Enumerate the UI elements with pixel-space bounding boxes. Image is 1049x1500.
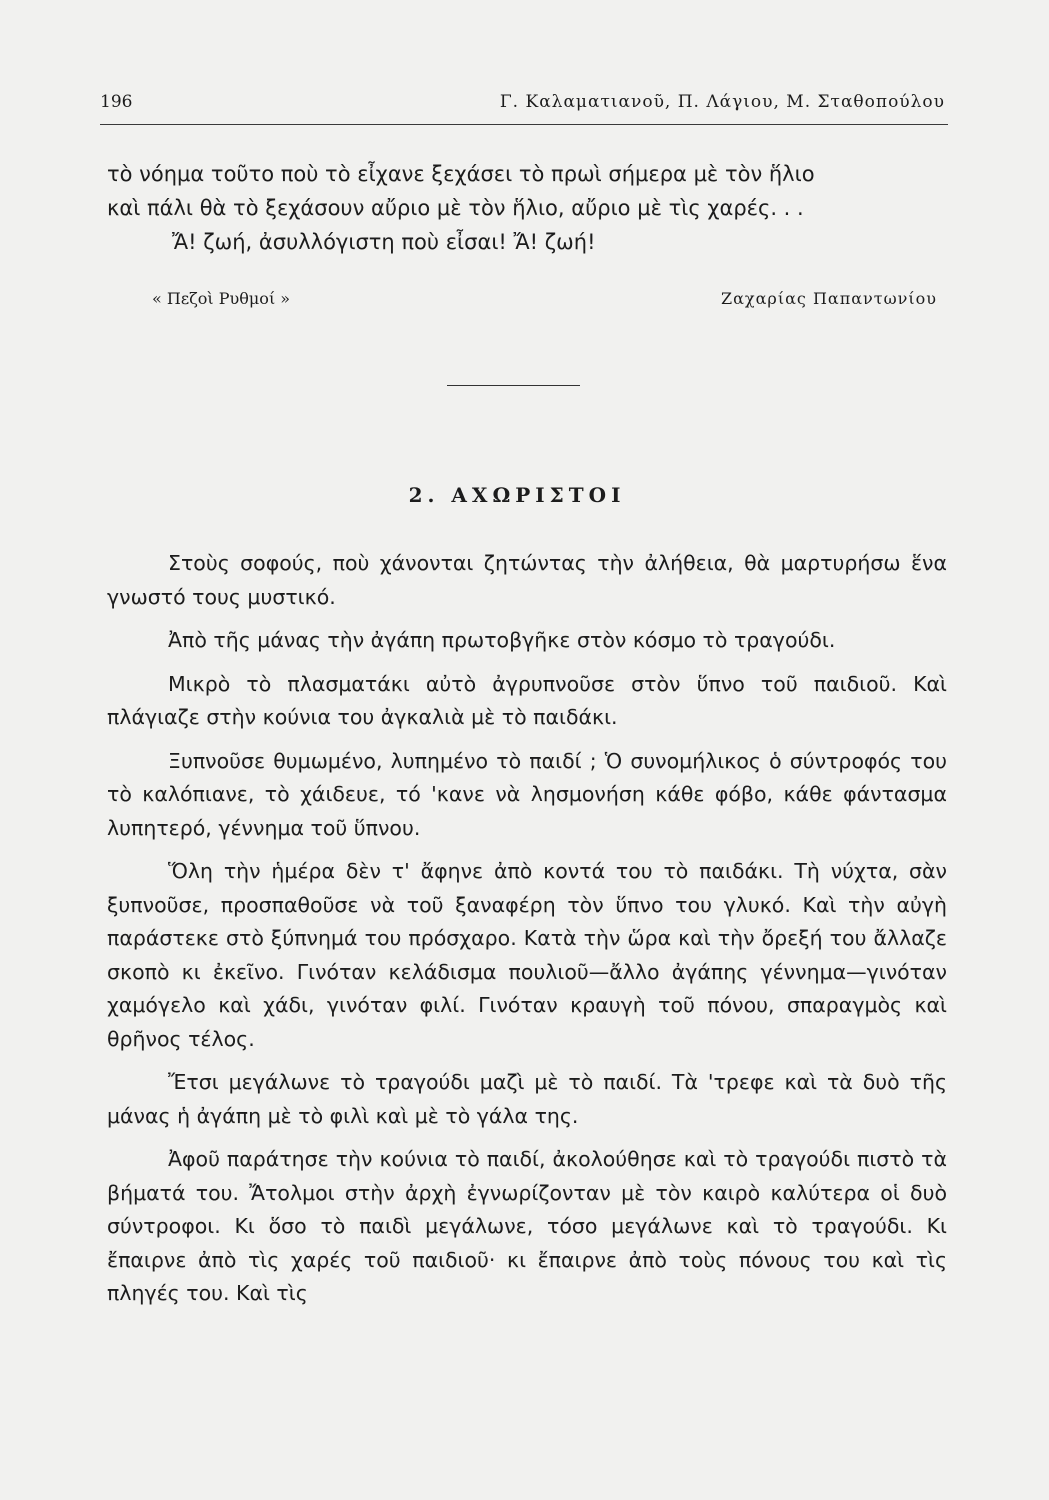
- paragraph: Ξυπνοῦσε θυμωμένο, λυπημένο τὸ παιδί ; Ὁ συνομήλικος ὁ σύντροφός του τὸ καλόπιανε, τὸ χάιδευε, τό 'κανε νὰ λησμονήση κάθε φόβο, κάθε φάντασμα λυπητερό, γέννημα τοῦ ὕπνου.: [107, 748, 947, 840]
- page-number: 196: [100, 92, 133, 112]
- paragraph: Ἀπὸ τῆς μάνας τὴν ἀγάπη πρωτοβγῆκε στὸν κόσμο τὸ τραγούδι.: [168, 628, 836, 652]
- poem-line: τὸ νόημα τοῦτο ποὺ τὸ εἶχανε ξεχάσει τὸ πρωὶ σήμερα μὲ τὸν ἥλιο: [107, 162, 815, 186]
- poem-line: καὶ πάλι θὰ τὸ ξεχάσουν αὔριο μὲ τὸν ἥλιο, αὔριο μὲ τὶς χαρές. . .: [107, 196, 804, 220]
- section-separator: [447, 385, 580, 386]
- poem-ending: [107, 157, 947, 259]
- poem-citation: [107, 281, 947, 321]
- page-header: [100, 88, 945, 122]
- poem-line: Ἄ! ζωή, ἀσυλλόγιστη ποὺ εἶσαι! Ἄ! ζωή!: [172, 230, 596, 254]
- running-head: Γ. Καλαματιανοῦ, Π. Λάγιου, Μ. Σταθοπούλου: [499, 92, 945, 112]
- paragraph: Ἔτσι μεγάλωνε τὸ τραγούδι μαζὶ μὲ τὸ παιδί. Τὰ 'τρεφε καὶ τὰ δυὸ τῆς μάνας ἡ ἀγάπη μὲ τὸ φιλὶ καὶ μὲ τὸ γάλα της.: [107, 1070, 947, 1128]
- header-rule: [100, 124, 948, 125]
- page-content: [107, 157, 947, 1311]
- paragraph: Μικρὸ τὸ πλασματάκι αὐτὸ ἀγρυπνοῦσε στὸν ὕπνο τοῦ παιδιοῦ. Καὶ πλάγιαζε στὴν κούνια του ἀγκαλιὰ μὲ τὸ παιδάκι.: [107, 671, 947, 729]
- section-title: 2. ΑΧΩΡΙΣΤΟΙ: [408, 483, 626, 507]
- citation-author: Ζαχαρίας Παπαντωνίου: [720, 289, 937, 308]
- citation-source: « Πεζοὶ Ρυθμοί »: [152, 289, 291, 308]
- paragraph: Ἀφοῦ παράτησε τὴν κούνια τὸ παιδί, ἀκολούθησε καὶ τὸ τραγούδι πιστὸ τὰ βήματά του. Ἄτολμοι στὴν ἀρχὴ ἐγνωρίζονταν μὲ τὸν καιρὸ καλύτερα οἱ δυὸ σύντροφοι. Κι ὅσο τὸ παιδὶ μεγάλωνε, τόσο μεγάλωνε καὶ τὸ τραγούδι. Κι ἔπαιρνε ἀπὸ τὶς χαρές τοῦ παιδιοῦ· κι ἔπαιρνε ἀπὸ τοὺς πόνους του καὶ τὶς πληγές του. Καὶ τὶς: [107, 1147, 947, 1305]
- paragraph: Στοὺς σοφούς, ποὺ χάνονται ζητώντας τὴν ἀλήθεια, θὰ μαρτυρήσω ἕνα γνωστό τους μυστικό.: [107, 551, 947, 609]
- paragraph: Ὅλη τὴν ἡμέρα δὲν τ' ἄφηνε ἀπὸ κοντά του τὸ παιδάκι. Τὴ νύχτα, σὰν ξυπνοῦσε, προσπαθοῦσε νὰ τοῦ ξαναφέρη τὸν ὕπνο του γλυκό. Καὶ τὴν αὐγὴ παράστεκε στὸ ξύπνημά του πρόσχαρο. Κατὰ τὴν ὥρα καὶ τὴν ὄρεξή του ἄλλαζε σκοπὸ κι ἐκεῖνο. Γινόταν κελάδισμα πουλιοῦ—ἄλλο ἀγάπης γέννημα—γινόταν χαμόγελο καὶ χάδι, γινόταν φιλί. Γινόταν κραυγὴ τοῦ πόνου, σπαραγμὸς καὶ θρῆνος τέλος.: [107, 859, 947, 1051]
